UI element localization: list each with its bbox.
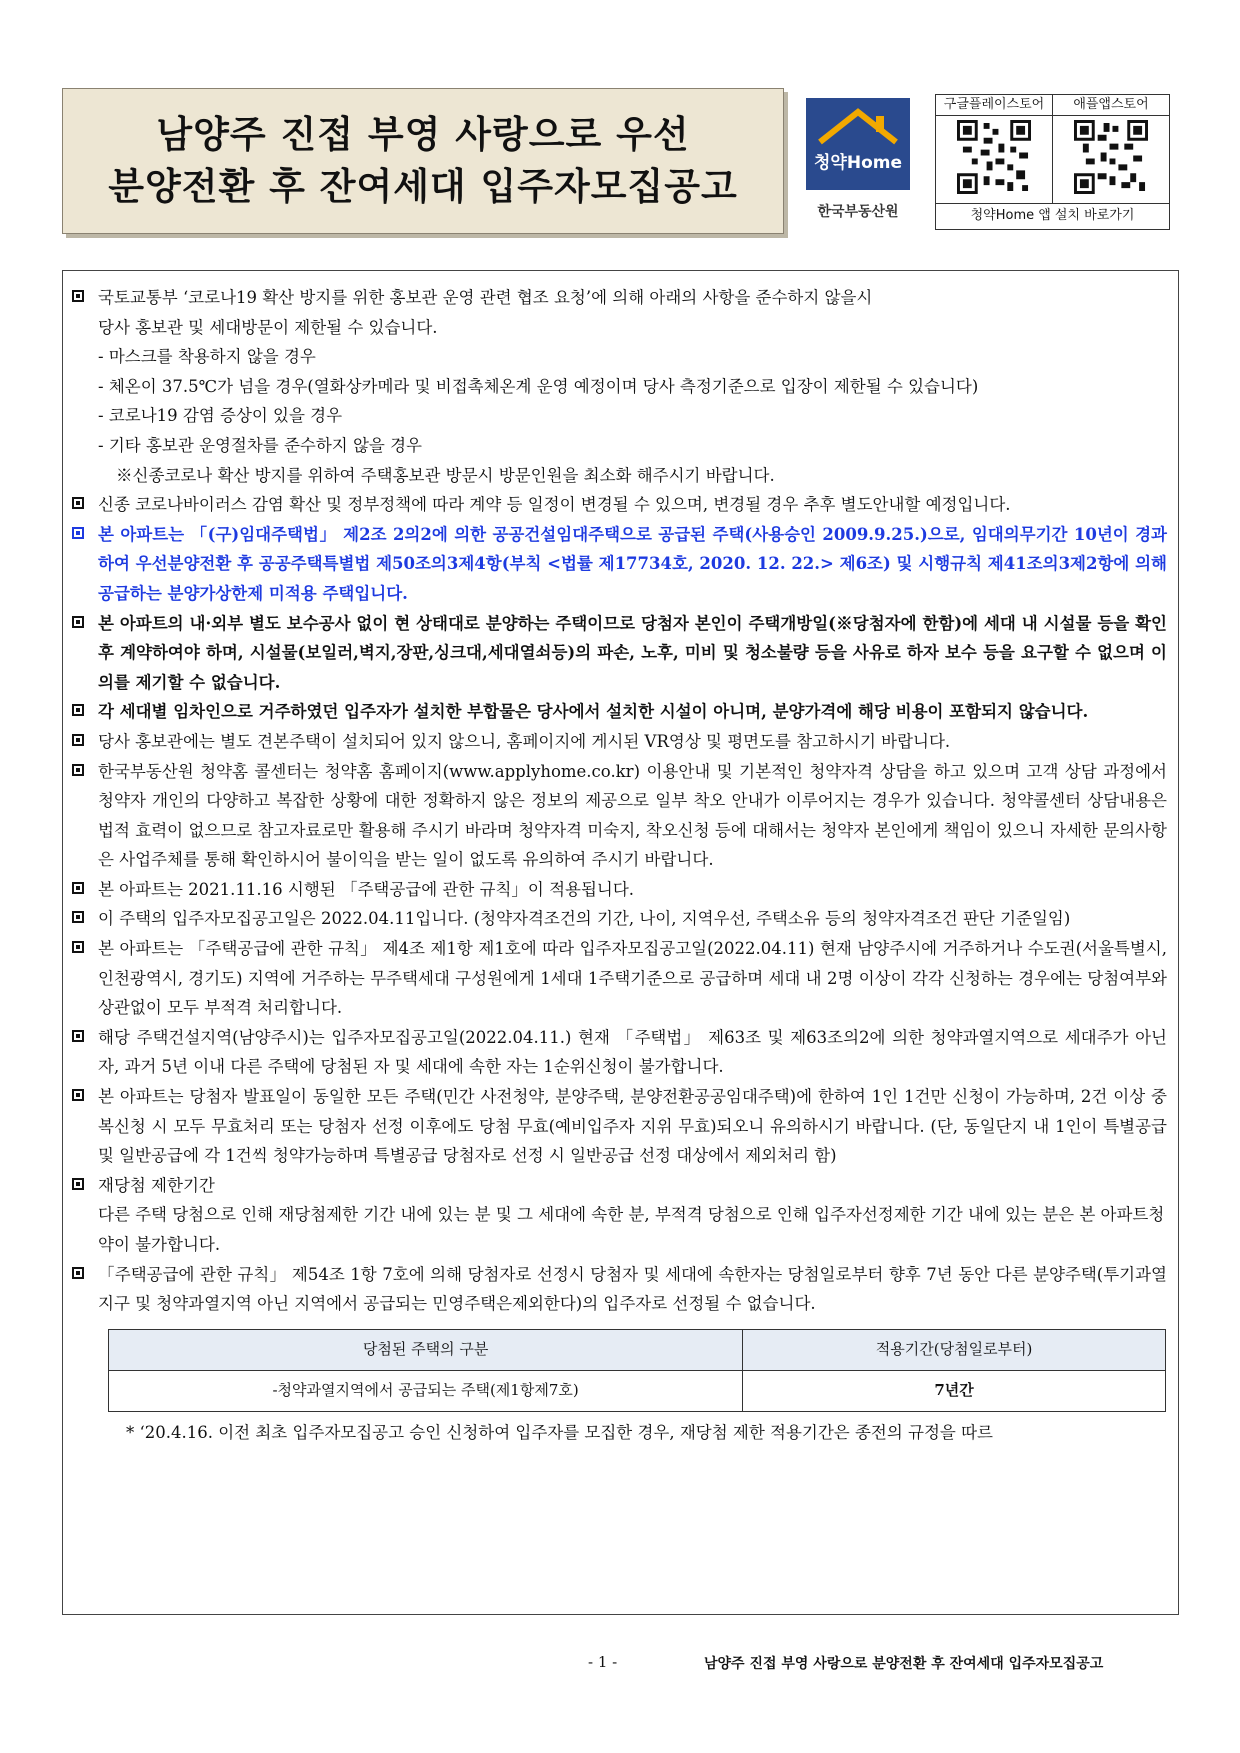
item-text: 본 아파트는 「주택공급에 관한 규칙」 제4조 제1항 제1호에 따라 입주자모집공고일(2022.04.11) 현재 남양주시에 거주하거나 수도권(서울특별시, 인천광역시, 경기도) 지역에 거주하는 무주택세대 구성원에게 1세대 1주택기준으로 공급하며 세대 내 2명 이상이 각각 신청하는 경우에는 당첨여부와 상관없이 모두 부적격 처리합니다. xyxy=(98,939,1167,1018)
checkbox-square-icon xyxy=(72,882,84,894)
qr-panel xyxy=(935,94,1170,230)
google-play-label: 구글플레이스토어 xyxy=(936,95,1052,116)
notice-item xyxy=(72,1023,1167,1082)
item-text: 「주택공급에 관한 규칙」 제54조 1항 7호에 의해 당첨자로 선정시 당첨자 및 세대에 속한자는 당첨일로부터 향후 7년 동안 다른 분양주택(투기과열지구 및 청약과열지역 아닌 지역에서 공급되는 민영주택은제외한다)의 입주자로 선정될 수 없습니다. xyxy=(98,1264,1167,1314)
sub-item: - 체온이 37.5℃가 넘을 경우(열화상카메라 및 비접촉체온계 운영 예정이며 당사 측정기준으로 입장이 제한될 수 있습니다) xyxy=(98,376,979,396)
qr-code-icon xyxy=(1074,120,1148,194)
title-line-2: 분양전환 후 잔여세대 입주자모집공고 xyxy=(108,165,738,208)
table-header: 적용기간(당첨일로부터) xyxy=(743,1329,1166,1370)
table-header-row xyxy=(109,1329,1166,1370)
notice-item xyxy=(72,904,1167,934)
qr-footer-link[interactable]: 청약Home 앱 설치 바로가기 xyxy=(970,208,1135,223)
checkbox-square-icon xyxy=(72,1089,84,1101)
table-cell: -청약과열지역에서 공급되는 주택(제1항제7호) xyxy=(109,1370,743,1411)
notice-item xyxy=(72,934,1167,1023)
notice-item-bold xyxy=(72,697,1167,727)
checkbox-square-icon xyxy=(72,734,84,746)
checkbox-square-icon xyxy=(72,704,84,716)
notice-item xyxy=(72,490,1167,520)
google-play-qr[interactable] xyxy=(936,95,1052,203)
item-heading: 재당첨 제한기간 xyxy=(98,1175,215,1195)
item-text: 본 아파트의 내·외부 별도 보수공사 없이 현 상태대로 분양하는 주택이므로 당첨자 본인이 주택개방일(※당첨자에 한함)에 세대 내 시설물 등을 확인 후 계약하여야 하며, 시설물(보일러,벽지,장판,싱크대,세대열쇠등)의 파손, 노후, 미비 및 청소불량 등을 사유로 하자 보수 등을 요구할 수 없으며 이의를 제기할 수 없습니다. xyxy=(98,613,1167,692)
checkbox-square-icon xyxy=(72,497,84,509)
logo-brand: 청약Home xyxy=(814,153,902,173)
page-number: - 1 - xyxy=(588,1653,618,1671)
notice-item xyxy=(72,1082,1167,1171)
apple-store-label: 애플앱스토어 xyxy=(1053,95,1169,116)
item-text: 한국부동산원 청약홈 콜센터는 청약홈 홈페이지(www.applyhome.co.kr) 이용안내 및 기본적인 청약자격 상담을 하고 있으며 고객 상담 과정에서 청약자 개인의 다양하고 복잡한 상황에 대한 정확하지 않은 정보의 제공으로 일부 착오 안내가 이루어지는 경우가 있습니다. 청약콜센터 상담내용은 법적 효력이 없으므로 참고자료로만 활용해 주시기 바라며 청약자격 미숙지, 착오신청 등에 대해서는 청약자 본인에게 책임이 있으니 자세한 문의사항은 사업주체를 통해 확인하시어 불이익을 받는 일이 없도록 유의하여 주시기 바랍니다. xyxy=(98,761,1167,870)
item-text: 본 아파트는 당첨자 발표일이 동일한 모든 주택(민간 사전청약, 분양주택, 분양전환공공임대주택)에 한하여 1인 1건만 신청이 가능하며, 2건 이상 중복신청 시 모두 무효처리 또는 당첨자 선정 이후에도 당첨 무효(예비입주자 지위 무효)되오니 유의하시기 바랍니다. (단, 동일단지 내 1인이 특별공급 및 일반공급에 각 1건씩 청약가능하며 특별공급 당첨자로 선정 시 일반공급 선정 대상에서 제외처리 함) xyxy=(98,1087,1167,1166)
item-text: 해당 주택건설지역(남양주시)는 입주자모집공고일(2022.04.11.) 현재 「주택법」 제63조 및 제63조의2에 의한 청약과열지역으로 세대주가 아닌자, 과거 5년 이내 다른 주택에 당첨된 자 및 세대에 속한 자는 1순위신청이 불가합니다. xyxy=(98,1027,1167,1077)
notice-item xyxy=(72,875,1167,905)
notice-item xyxy=(72,757,1167,875)
checkbox-square-icon xyxy=(72,941,84,953)
sub-paragraph: 다른 주택 당첨으로 인해 재당첨제한 기간 내에 있는 분 및 그 세대에 속한 분, 부적격 당첨으로 인해 입주자선정제한 기간 내에 있는 분은 본 아파트청약이 불가합니다. xyxy=(98,1205,1165,1254)
checkbox-square-icon xyxy=(72,1178,84,1190)
notice-item xyxy=(72,727,1167,757)
checkbox-square-icon xyxy=(72,527,84,539)
sub-item: - 마스크를 착용하지 않을 경우 xyxy=(98,347,316,367)
sub-note: ※신종코로나 확산 방지를 위하여 주택홍보관 방문시 방문인원을 최소화 해주시기 바랍니다. xyxy=(116,465,775,485)
notice-item-bold xyxy=(72,609,1167,698)
table-cell: 7년간 xyxy=(743,1370,1166,1411)
title-box xyxy=(62,88,784,234)
checkbox-square-icon xyxy=(72,290,84,302)
table-row xyxy=(109,1370,1166,1411)
notice-content xyxy=(72,283,1167,1447)
checkbox-square-icon xyxy=(72,911,84,923)
restriction-table xyxy=(108,1329,1166,1412)
checkbox-square-icon xyxy=(72,616,84,628)
item-text: 본 아파트는 2021.11.16 시행된 「주택공급에 관한 규칙」이 적용됩니다. xyxy=(98,879,635,899)
applyhome-logo xyxy=(806,98,910,224)
qr-code-icon xyxy=(957,120,1031,194)
footer-title: 남양주 진접 부영 사랑으로 분양전환 후 잔여세대 입주자모집공고 xyxy=(704,1656,1104,1672)
notice-item xyxy=(72,1260,1167,1319)
item-text: 당사 홍보관에는 별도 견본주택이 설치되어 있지 않으니, 홈페이지에 게시된 VR영상 및 평면도를 참고하시기 바랍니다. xyxy=(98,731,951,751)
item-text: 이 주택의 입주자모집공고일은 2022.04.11입니다. (청약자격조건의 기간, 나이, 지역우선, 주택소유 등의 청약자격조건 판단 기준일임) xyxy=(98,909,1071,929)
checkbox-square-icon xyxy=(72,1030,84,1042)
title-line-1: 남양주 진접 부영 사랑으로 우선 xyxy=(156,113,690,156)
notice-item-highlight xyxy=(72,520,1167,609)
checkbox-square-icon xyxy=(72,1267,84,1279)
footnote: * ‘20.4.16. 이전 최초 입주자모집공고 승인 신청하여 입주자를 모집한 경우, 재당첨 제한 적용기간은 종전의 규정을 따르 xyxy=(126,1422,993,1442)
sub-item: - 기타 홍보관 운영절차를 준수하지 않을 경우 xyxy=(98,435,422,455)
item-text: 각 세대별 임차인으로 거주하였던 입주자가 설치한 부합물은 당사에서 설치한 시설이 아니며, 분양가격에 해당 비용이 포함되지 않습니다. xyxy=(98,702,1089,722)
item-text: 국토교통부 ‘코로나19 확산 방지를 위한 홍보관 운영 관련 협조 요청’에 의해 아래의 사항을 준수하지 않을시 xyxy=(98,288,873,307)
notice-item xyxy=(72,1171,1167,1201)
item-text: 본 아파트는 「(구)임대주택법」 제2조 2의2에 의한 공공건설임대주택으로 공급된 주택(사용승인 2009.9.25.)으로, 임대의무기간 10년이 경과하여 우선분양전환 후 공공주택특별법 제50조의3제4항(부칙 <법률 제17734호, 2020. 12. 22.> 제6조) 및 시행규칙 제41조의3제2항에 의해 공급하는 분양가상한제 미적용 주택입니다. xyxy=(98,524,1167,603)
item-text: 당사 홍보관 및 세대방문이 제한될 수 있습니다. xyxy=(98,317,438,337)
item-text: 신종 코로나바이러스 감염 확산 및 정부정책에 따라 계약 등 일정이 변경될 수 있으며, 변경될 경우 추후 별도안내할 예정입니다. xyxy=(98,495,1011,515)
logo-org: 한국부동산원 xyxy=(817,204,899,220)
table-header: 당첨된 주택의 구분 xyxy=(109,1329,743,1370)
apple-store-qr[interactable] xyxy=(1052,95,1169,203)
sub-item: - 코로나19 감염 증상이 있을 경우 xyxy=(98,406,343,426)
notice-item xyxy=(72,283,1167,342)
house-roof-icon xyxy=(806,98,910,224)
checkbox-square-icon xyxy=(72,764,84,776)
